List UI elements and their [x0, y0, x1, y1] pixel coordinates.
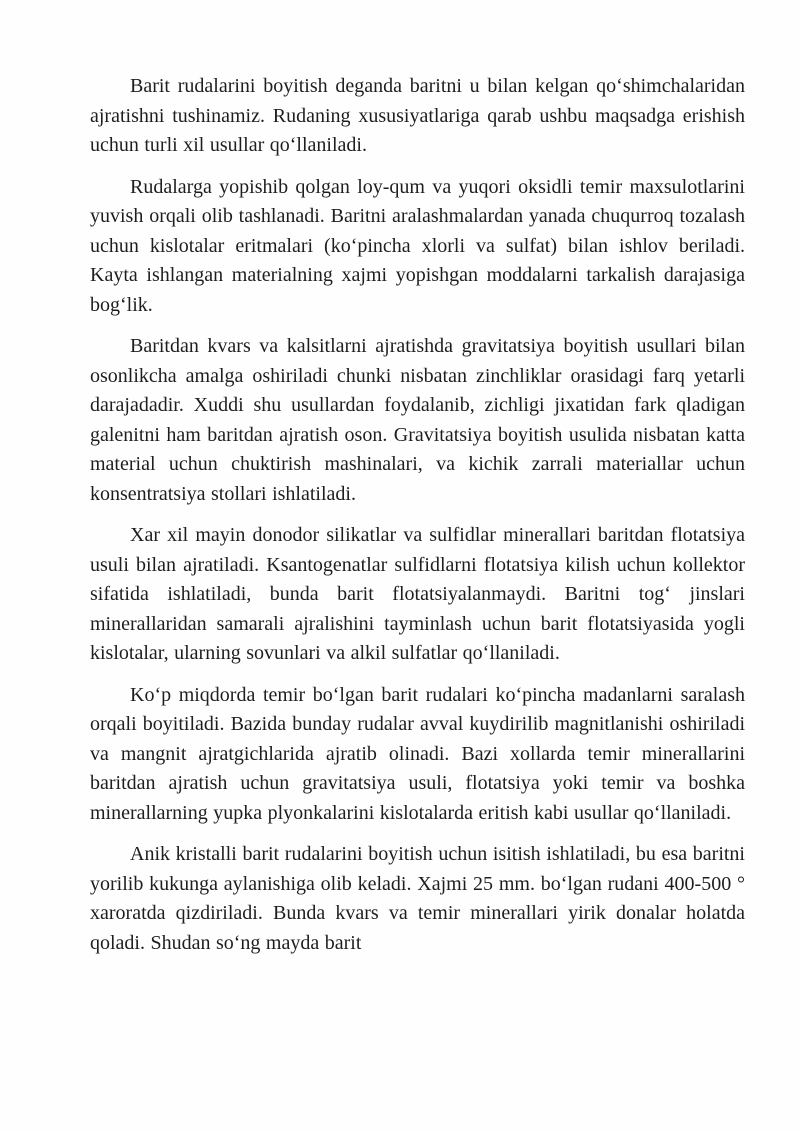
paragraph: Baritdan kvars va kalsitlarni ajratishda gravitatsiya boyitish usullari bilan osonlikcha amalga oshiriladi chunki nisbatan zinchliklar orasidagi farq yetarli darajadadir. Xuddi shu usullardan foydalanib, zichligi jixatidan fark qladigan galenitni ham baritdan ajratish oson. Gravitatsiya boyitish usulida nisbatan katta material uchun chuktirish mashinalari, va kichik zarrali materiallar uchun konsentratsiya stollari ishlatiladi. — [90, 335, 745, 505]
paragraph: Rudalarga yopishib qolgan loy-qum va yuqori oksidli temir maxsulotlarini yuvish orqali olib tashlanadi. Baritni aralashmalardan yanada chuqurroq tozalash uchun kislotalar eritmalari (koʻpincha xlorli va sulfat) bilan ishlov beriladi. Kayta ishlangan materialning xajmi yopishgan moddalarni tarkalish darajasiga bogʻlik. — [90, 175, 745, 316]
paragraph: Anik kristalli barit rudalarini boyitish uchun isitish ishlatiladi, bu esa baritni yorilib kukunga aylanishiga olib keladi. Xajmi 25 mm. boʻlgan rudani 400-500 ° xaroratda qizdiriladi. Bunda kvars va temir minerallari yirik donalar holatda qoladi. Shudan soʻng mayda barit — [90, 843, 745, 954]
paragraph: Koʻp miqdorda temir boʻlgan barit rudalari koʻpincha madanlarni saralash orqali boyitiladi. Bazida bunday rudalar avval kuydirilib magnitlanishi oshiriladi va mangnit ajratgichlarida ajratib olinadi. Bazi xollarda temir minerallarini baritdan ajratish uchun gravitatsiya usuli, flotatsiya yoki temir va boshka minerallarning yupka plyonkalarini kislotalarda eritish kabi usullar qoʻllaniladi. — [90, 683, 745, 824]
paragraph: Barit rudalarini boyitish deganda baritni u bilan kelgan qoʻshimchalaridan ajratishni tushinamiz. Rudaning xususiyatlariga qarab ushbu maqsadga erishish uchun turli xil usullar qoʻllaniladi. — [90, 75, 745, 156]
paragraph: Xar xil mayin donodor silikatlar va sulfidlar minerallari baritdan flotatsiya usuli bilan ajratiladi. Ksantogenatlar sulfidlarni flotatsiya kilish uchun kollektor sifatida ishlatiladi, bunda barit flotatsiyalanmaydi. Baritni togʻ jinslari minerallaridan samarali ajralishini tayminlash uchun barit flotatsiyasida yogli kislotalar, ularning sovunlari va alkil sulfatlar qoʻllaniladi. — [90, 524, 745, 664]
